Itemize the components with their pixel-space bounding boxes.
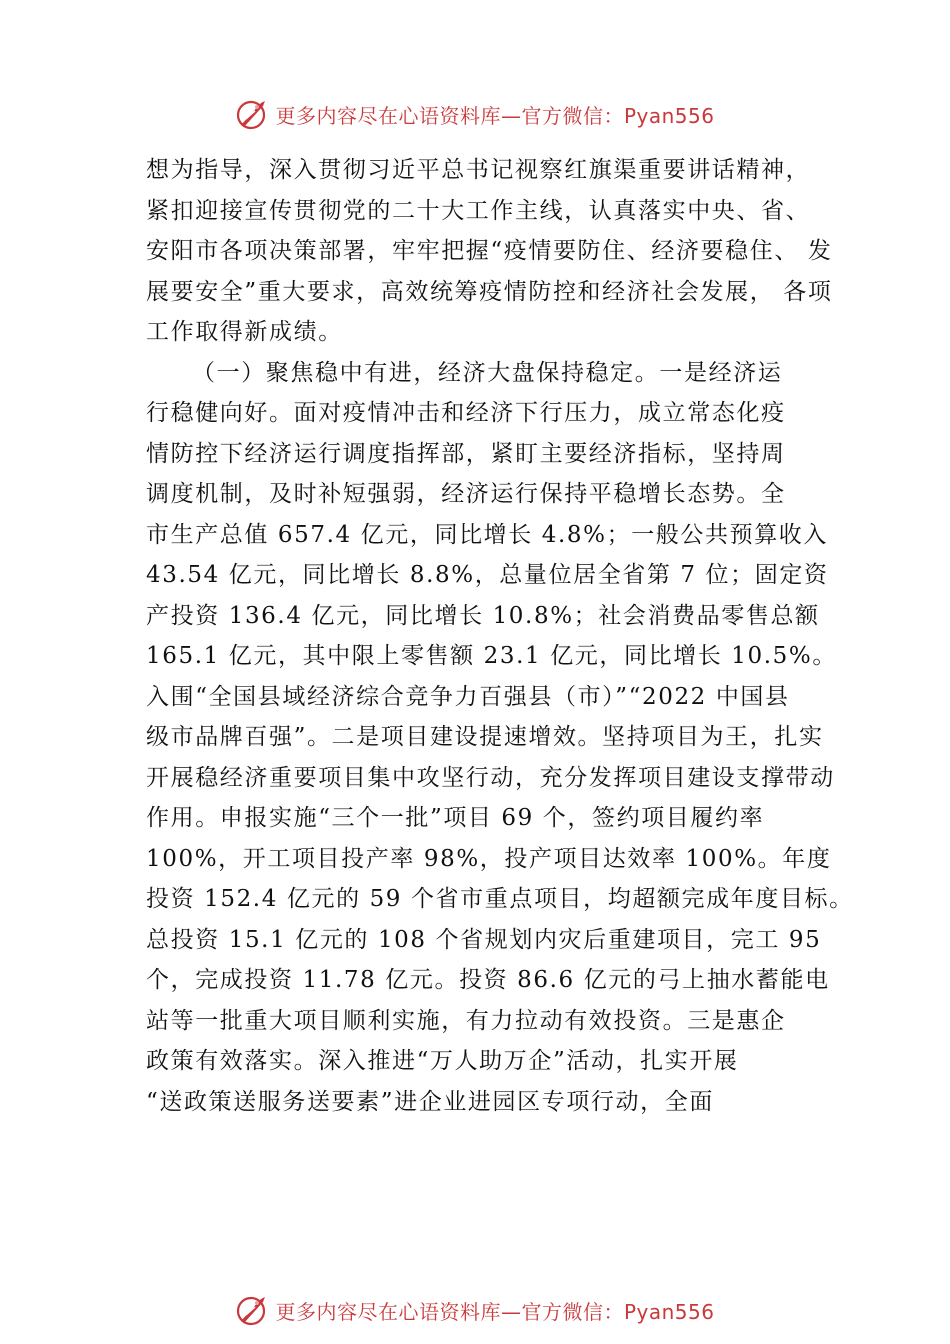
body-line: 开展稳经济重要项目集中攻坚行动，充分发挥项目建设支撑带动 <box>146 764 835 791</box>
body-line: 调度机制，及时补短强弱，经济运行保持平稳增长态势。全 <box>146 481 786 507</box>
watermark-text <box>275 100 714 129</box>
body-line: 总投资 15.1 亿元的 108 个省规划内灾后重建项目，完工 95 <box>146 926 822 953</box>
document-body <box>146 150 854 1122</box>
body-line: 产投资 136.4 亿元，同比增长 10.8%；社会消费品零售总额 <box>146 602 820 629</box>
watermark-text <box>275 1296 714 1325</box>
body-line: 级市品牌百强”。二是项目建设提速增效。坚持项目为王，扎实 <box>146 724 824 750</box>
watermark-header <box>0 94 950 134</box>
body-line: 展要安全”重大要求，高效统筹疫情防控和经济社会发展， 各项 <box>146 278 833 305</box>
watermark-wechat: 官方微信：Pyan556 <box>521 103 715 128</box>
watermark-wechat: 官方微信：Pyan556 <box>521 1299 715 1324</box>
quill-pen-logo-icon <box>235 1293 269 1327</box>
body-line: 100%，开工项目投产率 98%，投产项目达效率 100%。年度 <box>146 845 832 872</box>
body-line: 165.1 亿元，其中限上零售额 23.1 亿元，同比增长 10.5%。 <box>146 643 837 669</box>
body-line: 43.54 亿元，同比增长 8.8%，总量位居全省第 7 位；固定资 <box>146 562 829 588</box>
quill-pen-logo-icon <box>235 97 269 131</box>
body-line: 工作取得新成绩。 <box>146 319 343 345</box>
body-line: 想为指导，深入贯彻习近平总书记视察红旗渠重要讲话精神， <box>146 157 811 183</box>
body-line: 政策有效落实。深入推进“万人助万企”活动，扎实开展 <box>146 1048 739 1074</box>
body-line: 安阳市各项决策部署，牢牢把握“疫情要防住、经济要稳住、 发 <box>146 238 833 264</box>
body-line: 站等一批重大项目顺利实施，有力拉动有效投资。三是惠企 <box>146 1007 786 1034</box>
body-line: 紧扣迎接宣传贯彻党的二十大工作主线，认真落实中央、省、 <box>146 197 811 224</box>
body-line: 情防控下经济运行调度指挥部，紧盯主要经济指标，坚持周 <box>146 440 786 467</box>
body-line: 行稳健向好。面对疫情冲击和经济下行压力，成立常态化疫 <box>146 400 786 426</box>
watermark-footer <box>0 1290 950 1330</box>
watermark-main: 更多内容尽在心语资料库 <box>275 1299 501 1324</box>
body-line: 市生产总值 657.4 亿元，同比增长 4.8%；一般公共预算收入 <box>146 521 829 548</box>
body-line: 个，完成投资 11.78 亿元。投资 86.6 亿元的弓上抽水蓄能电 <box>146 967 830 993</box>
watermark-separator: — <box>500 1299 522 1324</box>
body-line: “送政策送服务送要素”进企业进园区专项行动，全面 <box>146 1088 714 1115</box>
watermark-main: 更多内容尽在心语资料库 <box>275 103 501 128</box>
section-heading-line: （一）聚焦稳中有进，经济大盘保持稳定。一是经济运 <box>192 359 783 386</box>
body-line: 投资 152.4 亿元的 59 个省市重点项目，均超额完成年度目标。 <box>146 886 854 912</box>
body-line: 作用。申报实施“三个一批”项目 69 个，签约项目履约率 <box>146 805 765 831</box>
body-line: 入围“全国县域经济综合竞争力百强县（市）”“2022 中国县 <box>146 683 790 710</box>
watermark-separator: — <box>500 103 522 128</box>
